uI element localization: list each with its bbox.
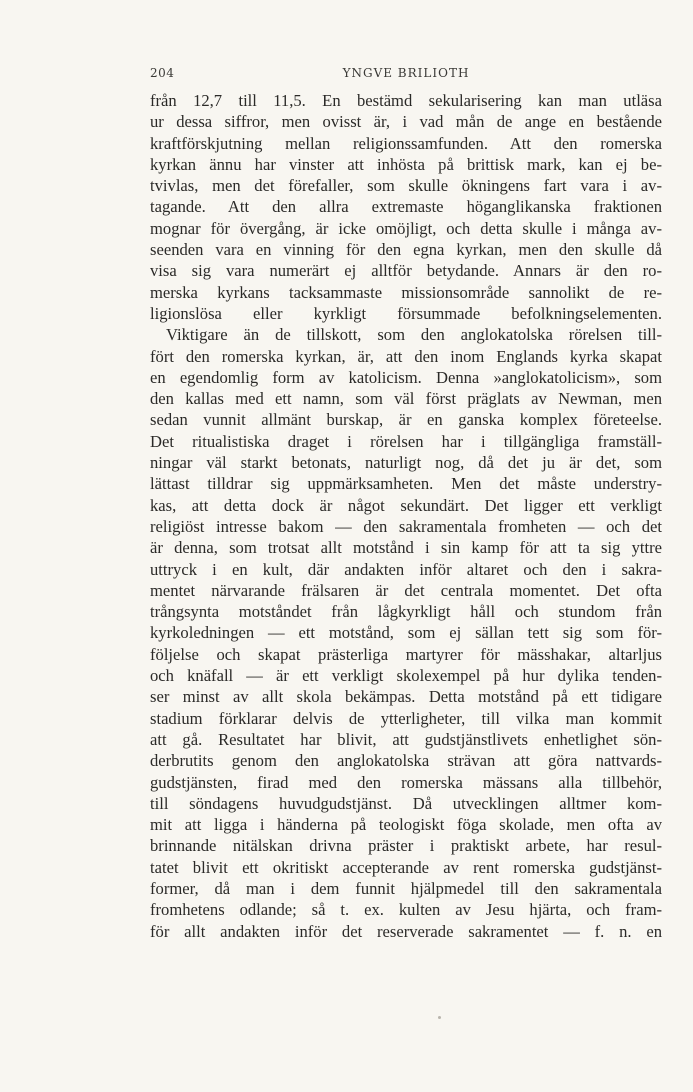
text-line: tvivlas, men det förefaller, som skulle ökningens fart vara i av- xyxy=(150,176,662,196)
text-line: mognar för övergång, är icke omöjligt, och detta skulle i många av- xyxy=(150,218,662,238)
text-line: för allt andakten inför det reserverade sakramentet — f. n. en xyxy=(150,921,662,941)
text-line: kyrkan ännu har vinster att inhösta på brittisk mark, kan ej be- xyxy=(150,154,662,174)
text-line: till söndagens huvudgudstjänst. Då utvecklingen alltmer kom- xyxy=(150,793,662,813)
paper-speck xyxy=(438,1016,441,1019)
text-line: merska kyrkans tacksammaste missionsområde sannolikt de re- xyxy=(150,282,662,302)
text-line: är denna, som trotsat allt motstånd i sin kamp för att ta sig yttre xyxy=(150,538,662,558)
text-line: kraftförskjutning mellan religionssamfunden. Att den romerska xyxy=(150,133,662,153)
text-line: kyrkoledningen — ett motstånd, som ej sällan tett sig som för- xyxy=(150,623,662,643)
text-line: den kallas med ett namn, som väl först präglats av Newman, men xyxy=(150,389,662,409)
body-text xyxy=(150,90,662,942)
page-header xyxy=(150,66,662,86)
running-title: YNGVE BRILIOTH xyxy=(342,66,470,80)
text-line: följelse och skapat prästerliga martyrer för mässhakar, altarljus xyxy=(150,644,662,664)
text-line: fört den romerska kyrkan, är, att den inom Englands kyrka skapat xyxy=(150,346,662,366)
text-line: fromhetens odlande; så t. ex. kulten av Jesu hjärta, och fram- xyxy=(150,900,662,920)
page-number: 204 xyxy=(150,66,175,80)
text-line: mit att ligga i händerna på teologiskt föga skolade, men ofta av xyxy=(150,815,662,835)
text-line: former, då man i dem funnit hjälpmedel till den sakramentala xyxy=(150,878,662,898)
text-line: visa sig vara numerärt ej alltför betydande. Annars är den ro- xyxy=(150,261,662,281)
text-line: derbrutits genom den anglokatolska strävan att göra nattvards- xyxy=(150,751,662,771)
text-line: Det ritualistiska draget i rörelsen har i tillgängliga framställ- xyxy=(150,431,662,451)
text-line: stadium förklarar delvis de ytterligheter, till vilka man kommit xyxy=(150,708,662,728)
text-line: brinnande nitälskan drivna präster i praktiskt arbete, har resul- xyxy=(150,836,662,856)
text-line: tatet blivit ett okritiskt accepterande av rent romerska gudstjänst- xyxy=(150,857,662,877)
text-line: ser minst av allt skola bekämpas. Detta motstånd på ett tidigare xyxy=(150,687,662,707)
text-line: Viktigare än de tillskott, som den anglokatolska rörelsen till- xyxy=(166,325,662,345)
text-line: mentet närvarande frälsaren är det centrala momentet. Det ofta xyxy=(150,580,662,600)
text-line: sedan vunnit allmänt burskap, är en ganska komplex företeelse. xyxy=(150,410,662,430)
text-line: kas, att detta dock är något sekundärt. Det ligger ett verkligt xyxy=(150,495,662,515)
paragraph xyxy=(150,90,662,324)
text-line: gudstjänsten, firad med den romerska mässans alla tillbehör, xyxy=(150,772,662,792)
text-line: religiöst intresse bakom — den sakramentala fromheten — och det xyxy=(150,516,662,536)
text-line: en egendomlig form av katolicism. Denna »anglokatolicism», som xyxy=(150,367,662,387)
text-line: lättast tilldrar sig uppmärksamheten. Men det måste understry- xyxy=(150,474,662,494)
text-line: ligionslösa eller kyrkligt försummade befolkningselementen. xyxy=(150,303,662,323)
text-line: från 12,7 till 11,5. En bestämd sekularisering kan man utläsa xyxy=(150,91,662,110)
text-line: och knäfall — är ett verkligt skolexempel på hur dylika tenden- xyxy=(150,666,662,686)
paragraph xyxy=(150,324,662,942)
text-line: ningar väl starkt betonats, naturligt nog, då det ju är det, som xyxy=(150,453,662,473)
text-line: tagande. Att den allra extremaste höganglikanska fraktionen xyxy=(150,197,662,217)
text-line: trångsynta motståndet från lågkyrkligt håll och stundom från xyxy=(150,602,662,622)
text-line: att gå. Resultatet har blivit, att gudstjänstlivets enhetlighet sön- xyxy=(150,729,662,749)
text-line: seenden vara en vinning för den egna kyrkan, men den skulle då xyxy=(150,240,662,260)
text-line: ur dessa siffror, men ovisst är, i vad mån de ange en bestående xyxy=(150,112,662,132)
text-line: uttryck i en kult, där andakten inför altaret och den i sakra- xyxy=(150,559,662,579)
